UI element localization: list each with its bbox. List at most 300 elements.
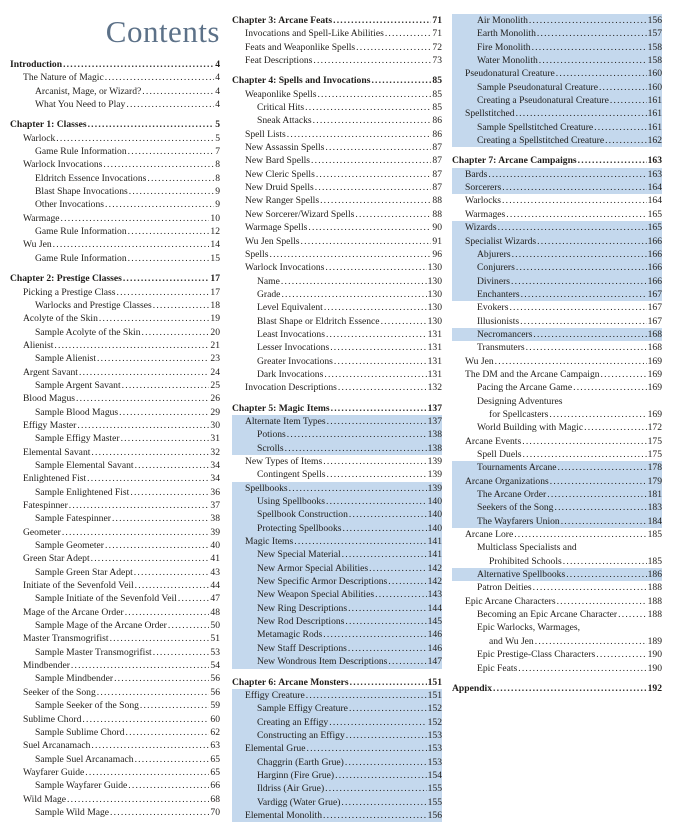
toc-chapter-entry[interactable] <box>10 58 220 71</box>
toc-entry[interactable] <box>452 41 662 54</box>
toc-entry[interactable] <box>10 459 220 472</box>
toc-page-number: 141 <box>427 536 442 548</box>
toc-entry[interactable] <box>10 793 220 806</box>
toc-entry[interactable] <box>232 742 442 755</box>
toc-page-number: 85 <box>432 75 442 87</box>
toc-entry-title: Initiate of the Sevenfold Veil <box>23 580 134 592</box>
leader-dots <box>178 592 210 605</box>
leader-dots <box>125 606 210 619</box>
toc-entry[interactable] <box>232 782 442 795</box>
toc-entry[interactable] <box>10 646 220 659</box>
toc-page-number: 140 <box>427 509 442 521</box>
toc-entry[interactable] <box>452 288 662 301</box>
toc-entry[interactable] <box>452 208 662 221</box>
toc-entry[interactable] <box>10 158 220 171</box>
toc-entry-title: The DM and the Arcane Campaign <box>465 368 600 380</box>
toc-entry[interactable] <box>232 194 442 207</box>
toc-entry[interactable] <box>452 475 662 488</box>
toc-entry[interactable] <box>232 415 442 428</box>
toc-entry[interactable] <box>10 472 220 485</box>
toc-entry[interactable] <box>232 615 442 628</box>
toc-entry[interactable] <box>10 566 220 579</box>
leader-dots <box>313 114 432 127</box>
toc-entry-title: Feats and Weaponlike Spells <box>245 41 356 53</box>
toc-entry[interactable] <box>232 756 442 769</box>
toc-page-number: 10 <box>210 212 220 224</box>
toc-entry[interactable] <box>452 134 662 147</box>
toc-page-number: 154 <box>427 769 442 781</box>
toc-page-number: 5 <box>215 119 220 131</box>
toc-entry[interactable] <box>232 588 442 601</box>
toc-entry[interactable] <box>232 655 442 668</box>
toc-entry[interactable] <box>10 185 220 198</box>
toc-entry[interactable] <box>232 181 442 194</box>
toc-entry[interactable] <box>232 575 442 588</box>
leader-dots <box>323 809 427 822</box>
toc-entry-title: Master Transmogrifist <box>23 633 109 645</box>
toc-page-number: 157 <box>647 28 662 40</box>
toc-entry-title: Least Invocations <box>257 328 325 340</box>
toc-entry[interactable] <box>232 809 442 822</box>
toc-entry[interactable] <box>232 208 442 221</box>
toc-page-number: 48 <box>210 606 220 618</box>
toc-entry[interactable] <box>232 235 442 248</box>
toc-entry[interactable] <box>452 421 662 434</box>
toc-entry[interactable] <box>232 428 442 441</box>
toc-page-number: 96 <box>432 248 442 260</box>
toc-entry-title: Spellbook Construction <box>257 509 348 521</box>
toc-entry[interactable] <box>452 341 662 354</box>
toc-entry[interactable] <box>10 526 220 539</box>
toc-entry[interactable] <box>232 328 442 341</box>
toc-entry[interactable] <box>232 628 442 641</box>
toc-entry[interactable] <box>452 221 662 234</box>
toc-entry[interactable] <box>10 766 220 779</box>
toc-entry-title: Suel Arcanamach <box>23 740 91 752</box>
toc-entry[interactable] <box>10 806 220 819</box>
toc-page-number: 145 <box>427 616 442 628</box>
toc-entry[interactable] <box>10 312 220 325</box>
toc-entry[interactable] <box>232 562 442 575</box>
toc-entry[interactable] <box>10 512 220 525</box>
leader-dots <box>539 54 647 67</box>
toc-list <box>232 14 442 822</box>
toc-page-number: 17 <box>210 286 220 298</box>
toc-entry[interactable] <box>232 368 442 381</box>
toc-entry[interactable] <box>10 252 220 265</box>
toc-entry[interactable] <box>452 301 662 314</box>
leader-dots <box>129 185 214 198</box>
toc-entry[interactable] <box>10 198 220 211</box>
toc-entry-title: Sample Effigy Master <box>35 433 120 445</box>
toc-entry[interactable] <box>232 168 442 181</box>
toc-entry[interactable] <box>10 713 220 726</box>
toc-page-number: 151 <box>427 689 442 701</box>
leader-dots <box>305 101 431 114</box>
toc-entry[interactable] <box>10 85 220 98</box>
leader-dots <box>349 508 427 521</box>
toc-entry[interactable] <box>10 299 220 312</box>
toc-entry[interactable] <box>452 94 662 107</box>
toc-page-number: 38 <box>210 513 220 525</box>
toc-entry-title: Wu Jen <box>23 239 52 251</box>
toc-entry[interactable] <box>10 539 220 552</box>
toc-entry-title: Creating a Spellstitched Creature <box>477 135 605 147</box>
toc-page-number: 137 <box>427 402 442 414</box>
toc-entry[interactable] <box>232 261 442 274</box>
toc-entry[interactable] <box>452 528 662 541</box>
leader-dots <box>54 339 209 352</box>
toc-entry[interactable] <box>452 275 662 288</box>
toc-entry[interactable] <box>232 642 442 655</box>
toc-entry[interactable] <box>452 14 662 27</box>
toc-entry-title: Alternate Item Types <box>245 415 326 427</box>
toc-entry[interactable] <box>232 689 442 702</box>
toc-entry-title: New Wondrous Item Descriptions <box>257 656 388 668</box>
toc-entry[interactable] <box>452 395 662 408</box>
toc-entry-title: New Types of Items <box>245 456 323 467</box>
toc-page-number: 88 <box>432 195 442 207</box>
toc-entry[interactable] <box>452 648 662 661</box>
toc-page-number: 56 <box>210 686 220 698</box>
toc-page-number: 181 <box>647 489 662 501</box>
toc-entry[interactable] <box>232 355 442 368</box>
toc-entry[interactable] <box>232 221 442 234</box>
toc-entry-title: Wayfarer Guide <box>23 766 85 778</box>
toc-entry-title: Alienist <box>23 339 54 351</box>
toc-entry[interactable] <box>232 602 442 615</box>
toc-entry-title: Bards <box>465 168 488 180</box>
toc-entry[interactable] <box>452 608 662 621</box>
toc-entry[interactable] <box>10 406 220 419</box>
toc-entry-title: Blast Shape Invocations <box>35 186 128 198</box>
leader-dots <box>605 134 647 147</box>
toc-page-number: 43 <box>210 566 220 578</box>
leader-dots <box>91 552 210 565</box>
toc-entry-title: Warmage Spells <box>245 222 308 234</box>
toc-page-number: 65 <box>210 766 220 778</box>
toc-entry[interactable] <box>232 468 442 481</box>
toc-entry[interactable] <box>232 101 442 114</box>
toc-entry[interactable] <box>10 379 220 392</box>
leader-dots <box>289 482 427 495</box>
leader-dots <box>348 602 427 615</box>
leader-dots <box>105 71 214 84</box>
leader-dots <box>327 415 427 428</box>
toc-page-number: 142 <box>427 562 442 574</box>
toc-entry[interactable] <box>232 729 442 742</box>
toc-entry[interactable] <box>232 341 442 354</box>
toc-entry[interactable] <box>232 128 442 141</box>
toc-entry[interactable] <box>10 172 220 185</box>
toc-entry[interactable] <box>232 702 442 715</box>
toc-entry[interactable] <box>10 392 220 405</box>
toc-entry[interactable] <box>452 181 662 194</box>
toc-entry-title: The Arcane Order <box>477 489 547 501</box>
leader-dots <box>601 368 647 381</box>
toc-entry[interactable] <box>452 488 662 501</box>
toc-entry-title: Enlightened Fist <box>23 473 87 485</box>
leader-dots <box>533 581 647 594</box>
toc-entry-title: New Staff Descriptions <box>257 642 347 654</box>
toc-entry-title: Arcane Lore <box>465 529 514 541</box>
toc-entry[interactable] <box>232 455 442 468</box>
toc-entry[interactable] <box>10 726 220 739</box>
toc-entry[interactable] <box>452 107 662 120</box>
leader-dots <box>341 796 426 809</box>
toc-entry-title: Picking a Prestige Class <box>23 286 116 298</box>
toc-page-number: 9 <box>215 186 220 198</box>
toc-page-number: 147 <box>427 656 442 668</box>
toc-entry[interactable] <box>10 606 220 619</box>
toc-page-number: 25 <box>210 379 220 391</box>
toc-entry[interactable] <box>232 381 442 394</box>
toc-page-number: 158 <box>647 41 662 53</box>
toc-entry-title: Protecting Spellbooks <box>257 522 342 534</box>
toc-entry[interactable] <box>232 315 442 328</box>
leader-dots <box>563 555 647 568</box>
toc-chapter-entry[interactable] <box>10 118 220 131</box>
toc-entry[interactable] <box>452 328 662 341</box>
toc-entry-title: Air Monolith <box>477 15 528 26</box>
toc-entry[interactable] <box>10 225 220 238</box>
toc-entry[interactable] <box>452 121 662 134</box>
leader-dots <box>99 312 210 325</box>
toc-page-number: 9 <box>215 199 220 211</box>
leader-dots <box>325 782 426 795</box>
toc-entry[interactable] <box>452 355 662 368</box>
toc-entry[interactable] <box>452 194 662 207</box>
toc-entry[interactable] <box>10 145 220 158</box>
toc-entry[interactable] <box>10 71 220 84</box>
toc-entry[interactable] <box>10 659 220 672</box>
toc-chapter-entry[interactable] <box>232 402 442 415</box>
toc-entry-title: Necromancers <box>477 328 533 340</box>
toc-entry[interactable] <box>452 81 662 94</box>
toc-chapter-entry[interactable] <box>232 14 442 27</box>
leader-dots <box>134 566 210 579</box>
toc-page-number: 26 <box>210 393 220 405</box>
toc-list <box>452 14 662 695</box>
toc-entry[interactable] <box>10 419 220 432</box>
toc-entry[interactable] <box>232 275 442 288</box>
toc-entry[interactable] <box>10 672 220 685</box>
toc-entry-title: Lesser Invocations <box>257 342 330 354</box>
toc-entry[interactable] <box>232 548 442 561</box>
leader-dots <box>128 145 215 158</box>
toc-entry[interactable] <box>452 501 662 514</box>
toc-entry[interactable] <box>232 41 442 54</box>
toc-entry-title: Chapter 2: Prestige Classes <box>10 273 122 285</box>
toc-page-number: 139 <box>427 482 442 494</box>
toc-entry[interactable] <box>452 381 662 394</box>
toc-entry[interactable] <box>10 432 220 445</box>
toc-entry[interactable] <box>452 461 662 474</box>
leader-dots <box>385 27 432 40</box>
toc-entry[interactable] <box>452 541 662 554</box>
toc-entry[interactable] <box>232 288 442 301</box>
toc-entry-title: Elemental Grue <box>245 743 306 755</box>
toc-entry[interactable] <box>10 486 220 499</box>
leader-dots <box>369 562 426 575</box>
toc-page-number: 158 <box>647 55 662 67</box>
toc-entry[interactable] <box>232 54 442 67</box>
toc-entry-title: Fatespinner <box>23 500 68 511</box>
toc-page-number: 188 <box>647 582 662 594</box>
toc-page-number: 162 <box>647 135 662 147</box>
toc-page-number: 72 <box>432 41 442 53</box>
toc-entry[interactable] <box>10 619 220 632</box>
toc-entry[interactable] <box>452 568 662 581</box>
toc-entry[interactable] <box>452 448 662 461</box>
toc-entry[interactable] <box>452 67 662 80</box>
toc-entry[interactable] <box>10 753 220 766</box>
leader-dots <box>114 672 209 685</box>
toc-entry[interactable] <box>10 132 220 145</box>
toc-entry[interactable] <box>10 326 220 339</box>
toc-entry[interactable] <box>10 98 220 111</box>
toc-page-number: 86 <box>432 128 442 140</box>
leader-dots <box>549 408 646 421</box>
toc-chapter-entry[interactable] <box>232 676 442 689</box>
toc-page-number: 47 <box>210 593 220 605</box>
leader-dots <box>509 301 646 314</box>
toc-entry[interactable] <box>10 366 220 379</box>
toc-entry-title: Chaggrin (Earth Grue) <box>257 756 344 768</box>
toc-chapter-entry[interactable] <box>452 154 662 167</box>
toc-page-number: 51 <box>210 633 220 645</box>
toc-entry[interactable] <box>232 535 442 548</box>
toc-page-number: 30 <box>210 419 220 431</box>
toc-entry[interactable] <box>10 238 220 251</box>
toc-page-number: 163 <box>647 155 662 167</box>
toc-entry[interactable] <box>10 212 220 225</box>
leader-dots <box>128 252 210 265</box>
toc-entry[interactable] <box>452 555 662 568</box>
leader-dots <box>130 486 209 499</box>
leader-dots <box>287 428 427 441</box>
toc-entry-title: Metamagic Rods <box>257 629 323 641</box>
toc-page-number: 152 <box>427 703 442 715</box>
toc-entry-title: Specialist Wizards <box>465 235 537 247</box>
toc-entry[interactable] <box>232 141 442 154</box>
toc-page-number: 39 <box>210 526 220 538</box>
toc-entry[interactable] <box>452 315 662 328</box>
toc-page-number: 141 <box>427 549 442 561</box>
toc-entry-title: New Special Material <box>257 549 341 561</box>
toc-entry[interactable] <box>10 499 220 512</box>
toc-entry-title: Sample Effigy Creature <box>257 703 348 715</box>
leader-dots <box>62 526 210 539</box>
toc-entry-title: Warlock Invocations <box>245 262 325 274</box>
leader-dots <box>350 676 427 689</box>
toc-entry[interactable] <box>232 495 442 508</box>
toc-entry[interactable] <box>10 699 220 712</box>
toc-entry[interactable] <box>232 114 442 127</box>
toc-entry[interactable] <box>452 635 662 648</box>
toc-chapter-entry[interactable] <box>452 682 662 695</box>
toc-entry[interactable] <box>10 286 220 299</box>
leader-dots <box>123 272 210 285</box>
toc-entry[interactable] <box>452 368 662 381</box>
toc-entry[interactable] <box>452 662 662 675</box>
toc-entry[interactable] <box>10 686 220 699</box>
toc-entry[interactable] <box>232 522 442 535</box>
toc-entry[interactable] <box>232 769 442 782</box>
toc-entry[interactable] <box>10 779 220 792</box>
toc-entry[interactable] <box>232 154 442 167</box>
toc-entry-title: Sneak Attacks <box>257 115 312 127</box>
toc-entry[interactable] <box>452 261 662 274</box>
toc-entry[interactable] <box>452 54 662 67</box>
toc-entry[interactable] <box>452 515 662 528</box>
toc-entry-title: Creating an Effigy <box>257 716 329 728</box>
toc-entry-title: Blood Magus <box>23 393 75 405</box>
toc-entry[interactable] <box>452 621 662 634</box>
toc-entry[interactable] <box>452 408 662 421</box>
toc-entry-title: Magic Items <box>245 536 294 548</box>
toc-entry[interactable] <box>452 168 662 181</box>
toc-entry[interactable] <box>452 235 662 248</box>
toc-page-number: 85 <box>432 88 442 100</box>
toc-entry[interactable] <box>10 739 220 752</box>
toc-page-number: 186 <box>647 569 662 581</box>
toc-entry[interactable] <box>452 248 662 261</box>
leader-dots <box>285 442 427 455</box>
toc-chapter-entry[interactable] <box>232 74 442 87</box>
leader-dots <box>371 74 431 87</box>
toc-entry[interactable] <box>452 435 662 448</box>
toc-entry-title: Wizards <box>465 222 497 234</box>
toc-entry[interactable] <box>232 301 442 314</box>
toc-entry-title: Warlock <box>23 132 56 144</box>
toc-entry-title: Epic Feats <box>477 662 518 674</box>
toc-entry[interactable] <box>10 632 220 645</box>
toc-page-number: 53 <box>210 646 220 658</box>
toc-entry[interactable] <box>10 352 220 365</box>
toc-page-number: 87 <box>432 168 442 180</box>
toc-entry-title: Designing Adventures <box>477 395 563 407</box>
toc-entry[interactable] <box>232 248 442 261</box>
toc-page-number: 164 <box>647 195 662 207</box>
toc-entry[interactable] <box>452 595 662 608</box>
toc-entry-title: Chapter 7: Arcane Campaigns <box>452 155 577 167</box>
toc-entry[interactable] <box>10 552 220 565</box>
toc-entry-title: Appendix <box>452 682 492 694</box>
toc-page-number: 131 <box>427 355 442 367</box>
toc-chapter-entry[interactable] <box>10 272 220 285</box>
toc-page-number: 87 <box>432 155 442 167</box>
toc-entry[interactable] <box>232 27 442 40</box>
toc-entry[interactable] <box>10 592 220 605</box>
toc-entry[interactable] <box>452 27 662 40</box>
toc-entry[interactable] <box>232 716 442 729</box>
toc-entry-title: Evokers <box>477 302 509 314</box>
toc-entry[interactable] <box>232 442 442 455</box>
toc-entry[interactable] <box>232 796 442 809</box>
toc-entry-title: Chapter 5: Magic Items <box>232 402 330 414</box>
leader-dots <box>506 208 646 221</box>
toc-entry[interactable] <box>10 579 220 592</box>
toc-entry-title: Spell Lists <box>245 128 286 140</box>
toc-entry[interactable] <box>232 88 442 101</box>
toc-entry[interactable] <box>10 446 220 459</box>
toc-entry[interactable] <box>452 581 662 594</box>
toc-entry[interactable] <box>232 508 442 521</box>
toc-entry-title: Chapter 4: Spells and Invocations <box>232 75 371 87</box>
toc-entry[interactable] <box>10 339 220 352</box>
toc-entry[interactable] <box>232 482 442 495</box>
